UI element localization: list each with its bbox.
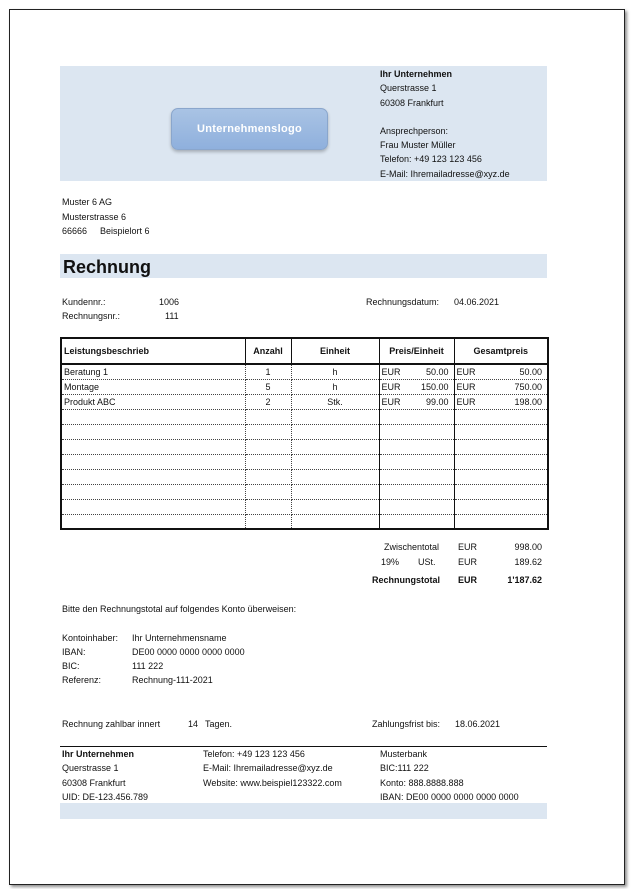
footer-bank-bic: BIC:111 222 — [380, 763, 429, 773]
invoice-date-label: Rechnungsdatum: — [366, 297, 440, 307]
payment-instruction: Bitte den Rechnungstotal auf folgendes Konto überweisen: — [62, 604, 297, 614]
cell-unit-price — [379, 424, 454, 439]
cell-unit — [291, 409, 379, 424]
cell-total-price — [454, 514, 548, 529]
account-owner-label: Kontoinhaber: — [62, 633, 119, 643]
cell-unit: h — [291, 379, 379, 394]
subtotal-value: 998.00 — [514, 542, 542, 552]
cell-unit: h — [291, 364, 379, 379]
cell-unit-price — [379, 499, 454, 514]
table-row — [61, 439, 548, 454]
currency-label: EUR — [381, 381, 401, 392]
table-row — [61, 499, 548, 514]
cell-quantity — [245, 499, 291, 514]
cell-description — [61, 469, 245, 484]
grand-total-currency: EUR — [458, 575, 478, 585]
cell-unit — [291, 454, 379, 469]
currency-label: EUR — [381, 396, 401, 407]
cell-total-price — [454, 409, 548, 424]
subtotal-label: Zwischentotal — [384, 542, 440, 552]
company-email: E-Mail: Ihremailadresse@xyz.de — [380, 169, 510, 179]
invoice-date-value: 04.06.2021 — [454, 297, 500, 307]
recipient-name: Muster 6 AG — [62, 197, 113, 207]
grand-total-value: 1'187.62 — [507, 575, 542, 585]
cell-quantity: 1 — [245, 364, 291, 379]
table-row — [61, 364, 548, 379]
logo-text: Unternehmenslogo — [196, 123, 303, 135]
footer-email: E-Mail: Ihremailadresse@xyz.de — [203, 763, 333, 773]
cell-description — [61, 484, 245, 499]
cell-quantity — [245, 409, 291, 424]
invoice-number-value: 111 — [165, 311, 179, 321]
bic-value: 111 222 — [132, 661, 164, 671]
cell-quantity — [245, 454, 291, 469]
amount: 750.00 — [514, 381, 542, 392]
col-header-unit-price: Preis/Einheit — [379, 338, 454, 364]
vat-label: USt. — [418, 557, 436, 567]
account-owner-value: Ihr Unternehmensname — [132, 633, 227, 643]
table-row — [61, 469, 548, 484]
reference-label: Referenz: — [62, 675, 102, 685]
cell-description — [61, 499, 245, 514]
cell-unit-price — [379, 484, 454, 499]
contact-name: Frau Muster Müller — [380, 140, 456, 150]
recipient-city: Beispielort 6 — [100, 226, 150, 236]
cell-total-price — [454, 379, 548, 394]
col-header-quantity: Anzahl — [245, 338, 291, 364]
col-header-total-price: Gesamtpreis — [454, 338, 548, 364]
table-row — [61, 409, 548, 424]
subtotal-currency: EUR — [458, 542, 478, 552]
cell-description — [61, 424, 245, 439]
footer-company-street: Querstrasse 1 — [62, 763, 119, 773]
cell-total-price — [454, 364, 548, 379]
footer-bank-iban: IBAN: DE00 0000 0000 0000 0000 — [380, 792, 519, 802]
currency-label: EUR — [456, 396, 476, 407]
cell-total-price — [454, 394, 548, 409]
amount: 198.00 — [514, 396, 542, 407]
due-date-value: 18.06.2021 — [455, 719, 501, 729]
cell-total-price — [454, 454, 548, 469]
cell-unit-price — [379, 379, 454, 394]
cell-quantity — [245, 514, 291, 529]
cell-quantity: 5 — [245, 379, 291, 394]
footer-website: Website: www.beispiel123322.com — [203, 778, 342, 788]
line-items-table — [60, 337, 549, 530]
currency-label: EUR — [456, 381, 476, 392]
page-title: Rechnung — [63, 257, 151, 277]
table-row — [61, 424, 548, 439]
footer-phone: Telefon: +49 123 123 456 — [203, 749, 305, 759]
footer-company-city: 60308 Frankfurt — [62, 778, 126, 788]
cell-total-price — [454, 499, 548, 514]
col-header-description: Leistungsbeschrieb — [61, 338, 245, 364]
footer-band — [60, 803, 547, 819]
contact-label: Ansprechperson: — [380, 126, 449, 136]
col-header-unit: Einheit — [291, 338, 379, 364]
grand-total-label: Rechnungstotal — [372, 575, 441, 585]
cell-unit-price — [379, 439, 454, 454]
table-row — [61, 514, 548, 529]
table-row — [61, 394, 548, 409]
customer-number-label: Kundennr.: — [62, 297, 106, 307]
bic-label: BIC: — [62, 661, 80, 671]
cell-description — [61, 454, 245, 469]
table-header-row — [61, 338, 548, 364]
payment-terms-prefix: Rechnung zahlbar innert — [62, 719, 161, 729]
cell-unit-price — [379, 469, 454, 484]
footer-bank-account: Konto: 888.8888.888 — [380, 778, 464, 788]
cell-unit — [291, 499, 379, 514]
payment-terms-suffix: Tagen. — [205, 719, 233, 729]
invoice-number-label: Rechnungsnr.: — [62, 311, 121, 321]
cell-quantity — [245, 424, 291, 439]
due-date-label: Zahlungsfrist bis: — [372, 719, 441, 729]
vat-currency: EUR — [458, 557, 478, 567]
cell-description — [61, 514, 245, 529]
currency-label: EUR — [381, 366, 401, 377]
company-name: Ihr Unternehmen — [380, 69, 453, 79]
footer-company-uid: UID: DE-123.456.789 — [62, 792, 149, 802]
cell-quantity — [245, 469, 291, 484]
currency-label: EUR — [456, 366, 476, 377]
recipient-street: Musterstrasse 6 — [62, 212, 127, 222]
cell-unit-price — [379, 514, 454, 529]
cell-description: Montage — [61, 379, 245, 394]
cell-unit: Stk. — [291, 394, 379, 409]
recipient-zip: 66666 — [62, 226, 88, 236]
footer-bank-name: Musterbank — [380, 749, 428, 759]
cell-unit — [291, 439, 379, 454]
table-row — [61, 484, 548, 499]
cell-unit — [291, 514, 379, 529]
cell-quantity — [245, 484, 291, 499]
table-row — [61, 379, 548, 394]
cell-quantity: 2 — [245, 394, 291, 409]
footer-divider — [60, 746, 547, 747]
footer-company-name: Ihr Unternehmen — [62, 749, 135, 759]
customer-number-value: 1006 — [159, 297, 180, 307]
cell-description — [61, 439, 245, 454]
company-street: Querstrasse 1 — [380, 83, 437, 93]
vat-rate: 19% — [381, 557, 400, 567]
cell-quantity — [245, 439, 291, 454]
company-phone: Telefon: +49 123 123 456 — [380, 154, 482, 164]
cell-unit — [291, 424, 379, 439]
cell-total-price — [454, 439, 548, 454]
reference-value: Rechnung-111-2021 — [132, 675, 213, 685]
cell-total-price — [454, 424, 548, 439]
cell-unit — [291, 469, 379, 484]
payment-terms-days: 14 — [188, 719, 199, 729]
cell-description: Produkt ABC — [61, 394, 245, 409]
iban-label: IBAN: — [62, 647, 86, 657]
cell-unit-price — [379, 409, 454, 424]
table-row — [61, 454, 548, 469]
cell-unit-price — [379, 394, 454, 409]
vat-value: 189.62 — [514, 557, 542, 567]
cell-unit-price — [379, 454, 454, 469]
cell-unit — [291, 484, 379, 499]
company-city: 60308 Frankfurt — [380, 98, 444, 108]
amount: 150.00 — [420, 381, 449, 392]
cell-description — [61, 409, 245, 424]
amount: 50.00 — [519, 366, 542, 377]
cell-total-price — [454, 484, 548, 499]
amount: 99.00 — [425, 396, 449, 407]
cell-unit-price — [379, 364, 454, 379]
amount: 50.00 — [425, 366, 449, 377]
cell-description: Beratung 1 — [61, 364, 245, 379]
cell-total-price — [454, 469, 548, 484]
iban-value: DE00 0000 0000 0000 0000 — [132, 647, 245, 657]
company-logo — [171, 108, 328, 150]
